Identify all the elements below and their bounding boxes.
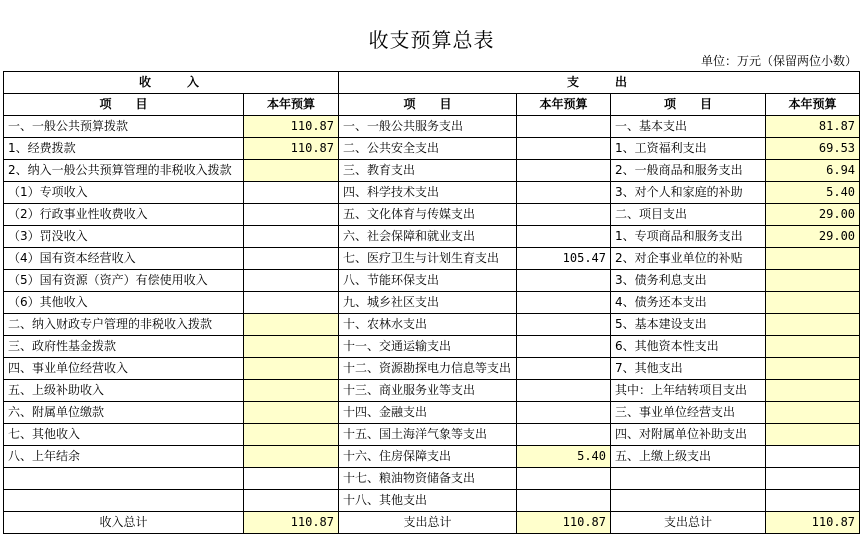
expense-func-budget-value [517,292,611,314]
expense-func-budget-value [517,468,611,490]
table-row [4,138,860,160]
income-total-label: 收入总计 [4,512,244,534]
income-item-label: （1）专项收入 [4,182,244,204]
income-budget-value [244,358,339,380]
expense-econ-item-label: 其中：上年结转项目支出 [611,380,766,402]
expense-econ-item-label: 6、其他资本性支出 [611,336,766,358]
expense-econ-total-value: 110.87 [766,512,860,534]
expense-func-item-label: 十、农林水支出 [339,314,517,336]
expense-econ-item-label: 3、对个人和家庭的补助 [611,182,766,204]
income-item-label: 八、上年结余 [4,446,244,468]
expense-func-total-label: 支出总计 [339,512,517,534]
income-item-label: （2）行政事业性收费收入 [4,204,244,226]
table-row [4,116,860,138]
expense-econ-item-label: 1、工资福利支出 [611,138,766,160]
table-row [4,292,860,314]
income-item-label [4,490,244,512]
expense-econ-budget-value [766,248,860,270]
income-item-label [4,468,244,490]
income-item-label: （4）国有资本经营收入 [4,248,244,270]
table-row [4,446,860,468]
expense-func-item-header: 项 目 [339,94,517,116]
expense-func-budget-value [517,314,611,336]
expense-func-item-label: 十六、住房保障支出 [339,446,517,468]
income-budget-value [244,424,339,446]
income-budget-value [244,270,339,292]
expense-econ-budget-value [766,380,860,402]
page-title: 收支预算总表 [368,28,495,52]
table-row [4,336,860,358]
expense-func-item-label: 七、医疗卫生与计划生育支出 [339,248,517,270]
expense-func-item-label: 九、城乡社区支出 [339,292,517,314]
expense-func-budget-header: 本年预算 [517,94,611,116]
income-item-label: 1、经费拨款 [4,138,244,160]
income-budget-value [244,446,339,468]
income-budget-value [244,468,339,490]
income-item-label: 二、纳入财政专户管理的非税收入拨款 [4,314,244,336]
expense-econ-item-label: 3、债务利息支出 [611,270,766,292]
column-header-row [4,94,860,116]
section-header-row [4,72,860,94]
expense-func-budget-value [517,182,611,204]
expense-func-item-label: 六、社会保障和就业支出 [339,226,517,248]
expense-econ-item-label: 2、一般商品和服务支出 [611,160,766,182]
expense-econ-budget-value [766,446,860,468]
income-item-label: （6）其他收入 [4,292,244,314]
expense-func-budget-value: 5.40 [517,446,611,468]
income-budget-value [244,490,339,512]
income-item-label: 四、事业单位经营收入 [4,358,244,380]
expense-econ-budget-value [766,358,860,380]
table-row [4,358,860,380]
budget-table [3,71,860,534]
income-item-label: 一、一般公共预算拨款 [4,116,244,138]
income-item-label: 五、上级补助收入 [4,380,244,402]
income-item-label: 六、附属单位缴款 [4,402,244,424]
expense-func-budget-value [517,490,611,512]
expense-func-item-label: 五、文化体育与传媒支出 [339,204,517,226]
table-row [4,380,860,402]
expense-econ-budget-value: 29.00 [766,226,860,248]
income-item-label: 七、其他收入 [4,424,244,446]
income-item-header: 项 目 [4,94,244,116]
expense-econ-item-label: 五、上缴上级支出 [611,446,766,468]
expense-func-item-label: 十三、商业服务业等支出 [339,380,517,402]
expense-func-item-label: 四、科学技术支出 [339,182,517,204]
table-row [4,490,860,512]
expense-econ-budget-value [766,336,860,358]
totals-row [4,512,860,534]
expense-econ-total-label: 支出总计 [611,512,766,534]
expense-econ-item-label: 二、项目支出 [611,204,766,226]
expense-econ-item-label: 7、其他支出 [611,358,766,380]
expense-func-item-label: 十四、金融支出 [339,402,517,424]
income-budget-value [244,402,339,424]
income-budget-value [244,314,339,336]
expense-econ-item-label: 一、基本支出 [611,116,766,138]
expense-func-budget-value [517,138,611,160]
expense-func-item-label: 十一、交通运输支出 [339,336,517,358]
expense-econ-item-label: 四、对附属单位补助支出 [611,424,766,446]
expense-econ-budget-value: 6.94 [766,160,860,182]
expense-econ-item-label: 三、事业单位经营支出 [611,402,766,424]
expense-func-item-label: 十七、粮油物资储备支出 [339,468,517,490]
expense-func-budget-value [517,336,611,358]
expense-econ-item-header: 项 目 [611,94,766,116]
table-row [4,402,860,424]
income-item-label: 三、政府性基金拨款 [4,336,244,358]
expense-econ-item-label: 1、专项商品和服务支出 [611,226,766,248]
expense-econ-item-label [611,490,766,512]
expense-section-header: 支 出 [339,72,860,94]
expense-func-budget-value [517,116,611,138]
expense-econ-item-label: 5、基本建设支出 [611,314,766,336]
expense-econ-item-label: 2、对企事业单位的补贴 [611,248,766,270]
expense-func-budget-value [517,358,611,380]
expense-func-total-value: 110.87 [517,512,611,534]
expense-func-item-label: 十二、资源勘探电力信息等支出 [339,358,517,380]
expense-econ-budget-value [766,292,860,314]
expense-func-item-label: 二、公共安全支出 [339,138,517,160]
table-row [4,468,860,490]
table-row [4,314,860,336]
income-total-value: 110.87 [244,512,339,534]
income-budget-value [244,380,339,402]
expense-func-item-label: 十八、其他支出 [339,490,517,512]
income-budget-value [244,204,339,226]
expense-econ-budget-value [766,270,860,292]
expense-func-budget-value [517,380,611,402]
table-row [4,424,860,446]
income-item-label: （3）罚没收入 [4,226,244,248]
income-budget-value [244,292,339,314]
expense-func-budget-value [517,424,611,446]
expense-econ-budget-value: 29.00 [766,204,860,226]
expense-func-item-label: 三、教育支出 [339,160,517,182]
table-row [4,204,860,226]
income-budget-value: 110.87 [244,116,339,138]
expense-func-budget-value [517,226,611,248]
income-budget-header: 本年预算 [244,94,339,116]
expense-econ-item-label: 4、债务还本支出 [611,292,766,314]
income-budget-value [244,248,339,270]
expense-func-item-label: 一、一般公共服务支出 [339,116,517,138]
expense-econ-budget-value: 69.53 [766,138,860,160]
expense-econ-budget-header: 本年预算 [766,94,860,116]
expense-func-budget-value: 105.47 [517,248,611,270]
expense-econ-budget-value [766,402,860,424]
expense-econ-budget-value: 81.87 [766,116,860,138]
table-row [4,160,860,182]
table-row [4,182,860,204]
table-row [4,248,860,270]
expense-econ-budget-value [766,468,860,490]
income-budget-value [244,182,339,204]
income-item-label: 2、纳入一般公共预算管理的非税收入拨款 [4,160,244,182]
expense-func-budget-value [517,402,611,424]
expense-econ-budget-value [766,490,860,512]
expense-func-budget-value [517,270,611,292]
expense-econ-budget-value: 5.40 [766,182,860,204]
expense-econ-item-label [611,468,766,490]
income-budget-value [244,226,339,248]
expense-func-budget-value [517,160,611,182]
expense-econ-budget-value [766,424,860,446]
income-budget-value: 110.87 [244,138,339,160]
expense-func-budget-value [517,204,611,226]
expense-func-item-label: 八、节能环保支出 [339,270,517,292]
table-row [4,270,860,292]
income-section-header: 收 入 [4,72,339,94]
expense-econ-budget-value [766,314,860,336]
income-budget-value [244,160,339,182]
income-budget-value [244,336,339,358]
table-row [4,226,860,248]
expense-func-item-label: 十五、国土海洋气象等支出 [339,424,517,446]
income-item-label: （5）国有资源（资产）有偿使用收入 [4,270,244,292]
unit-note: 单位：万元（保留两位小数） [700,54,857,68]
